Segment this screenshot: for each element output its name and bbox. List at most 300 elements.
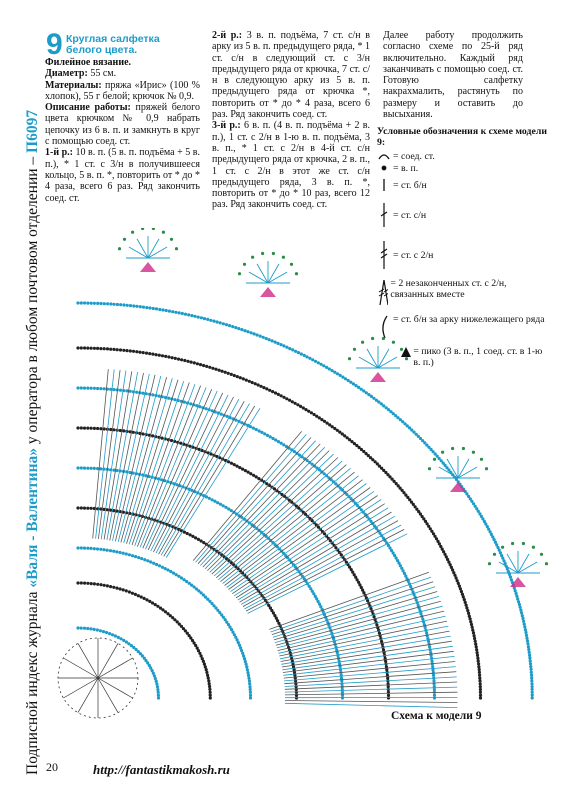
chain-dot (86, 347, 89, 350)
chain-dot (80, 581, 83, 584)
chain-dot (158, 308, 161, 311)
chain-dot (76, 626, 79, 629)
motif-dot (545, 562, 548, 565)
chain-dot (156, 685, 159, 688)
chain-dot (259, 385, 262, 388)
chain-dot (148, 600, 151, 603)
chain-dot (476, 651, 479, 654)
chain-dot (202, 364, 205, 367)
chain-dot (386, 677, 389, 680)
chain-dot (276, 342, 279, 345)
chain-dot (323, 420, 326, 423)
legend-item (377, 202, 547, 228)
legend-text: = ст. с/н (393, 209, 427, 221)
chain-dot (200, 316, 203, 319)
chain-dot (181, 312, 184, 315)
stitch-line (271, 577, 432, 632)
chain-dot (430, 660, 433, 663)
chain-dot (122, 639, 125, 642)
chain-dot (298, 454, 301, 457)
chain-dot (161, 308, 164, 311)
motif-dot (251, 256, 254, 259)
banner-code: П6097 (24, 109, 41, 153)
row3-label: 3-й р.: (212, 120, 241, 132)
center-stitch (63, 678, 98, 698)
chain-dot (158, 354, 161, 357)
chain-dot (157, 691, 160, 694)
chain-dot (230, 373, 233, 376)
chain-dot (99, 548, 102, 551)
legend-item (377, 162, 547, 174)
chain-dot (96, 387, 99, 390)
chain-dot (308, 357, 311, 360)
chain-dot (189, 402, 192, 405)
chain-dot (463, 598, 466, 601)
chain-dot (478, 671, 481, 674)
chain-dot (219, 503, 222, 506)
chain-dot (197, 538, 200, 541)
chain-dot (112, 348, 115, 351)
chain-dot (76, 386, 79, 389)
arc-icon (377, 151, 391, 161)
chain-dot (216, 320, 219, 323)
chain-dot (161, 354, 164, 357)
chain-dot (173, 398, 176, 401)
stitch-line (285, 703, 457, 707)
chain-dot (189, 533, 192, 536)
chain-dot (109, 549, 112, 552)
chain-dot (528, 654, 531, 657)
stitch-line (227, 484, 367, 588)
chain-dot (86, 302, 89, 305)
chain-dot (478, 674, 481, 677)
motif-dot (405, 357, 408, 360)
chain-dot (102, 630, 105, 633)
chain-dot (280, 442, 283, 445)
bar-icon (377, 178, 391, 192)
chain-dot (520, 611, 523, 614)
stitch-line (140, 387, 206, 547)
chain-dot (325, 366, 328, 369)
chain-dot (527, 645, 530, 648)
motif-dot (175, 247, 178, 250)
chain-dot (433, 696, 436, 699)
model-number: 9 (46, 28, 63, 61)
chain-dot (190, 361, 193, 364)
chain-dot (142, 351, 145, 354)
motif-dot (392, 341, 395, 344)
stitch-line (98, 370, 120, 539)
stitch-line (93, 369, 109, 538)
chain-dot (265, 337, 268, 340)
website-url: http://fantastikmakosh.ru (93, 762, 230, 777)
chain-dot (474, 640, 477, 643)
chain-dot (212, 320, 215, 323)
chain-dot (187, 313, 190, 316)
chain-dot (132, 304, 135, 307)
chain-dot (476, 654, 479, 657)
chain-dot (154, 603, 157, 606)
chain-dot (83, 467, 86, 470)
stitch-line (248, 534, 408, 614)
chain-dot (119, 348, 122, 351)
chain-dot (155, 353, 158, 356)
chain-dot (433, 688, 436, 691)
chain-dot (291, 348, 294, 351)
chain-dot (303, 354, 306, 357)
chain-dot (208, 685, 211, 688)
chain-dot (238, 466, 241, 469)
chain-dot (206, 318, 209, 321)
motif-dot (501, 546, 504, 549)
chain-dot (296, 403, 299, 406)
chain-dot (282, 396, 285, 399)
chain-dot (432, 679, 435, 682)
chain-dot (331, 369, 334, 372)
chain-dot (90, 427, 93, 430)
chain-dot (80, 386, 83, 389)
chain-dot (160, 437, 163, 440)
chain-dot (479, 696, 482, 699)
chain-dot (387, 694, 390, 697)
chain-dot (474, 643, 477, 646)
chain-dot (129, 349, 132, 352)
chain-dot (259, 335, 262, 338)
chain-dot (524, 631, 527, 634)
chain-dot (178, 311, 181, 314)
chain-dot (156, 605, 159, 608)
chain-dot (219, 321, 222, 324)
chain-dot (222, 322, 225, 325)
stitch-line (281, 631, 450, 661)
chain-dot (262, 386, 265, 389)
chain-dot (145, 306, 148, 309)
chain-dot (86, 427, 89, 430)
chain-dot (248, 685, 251, 688)
chain-dot (469, 617, 472, 620)
chain-dot (126, 304, 129, 307)
chain-dot (175, 483, 178, 486)
banner-middle: у оператора в любом почтовом отделении – (24, 152, 41, 448)
chain-dot (185, 580, 188, 583)
chain-dot (115, 550, 118, 553)
chain-dot (80, 506, 83, 509)
chain-dot (521, 614, 524, 617)
instructions-column-3 (383, 30, 523, 120)
chain-dot (516, 597, 519, 600)
chain-dot (211, 498, 214, 501)
chain-dot (158, 564, 161, 567)
chain-dot (530, 676, 533, 679)
chain-dot (260, 431, 263, 434)
chain-dot (257, 383, 260, 386)
materials-label: Материалы: (45, 79, 102, 91)
row3-text: 6 в. п. (4 в. п. подъёма + 2 в. п.), 1 ст. с 2/н в 1-ю в. п. подъёма, 3 в. п., * 1 ст. с 2/н в 4-й ст. с/н предыдущего ряда от крючка, 2 в. п., 1 ст. с 2/н в этот же ст. с/н предыдущего ряда, 3 в. п. *, повторить от * до * 10 раз, всего 12 раз. Ряд закончить соед. ст. (212, 120, 371, 211)
chain-dot (302, 406, 305, 409)
chain-dot (76, 426, 79, 429)
chain-dot (118, 551, 121, 554)
chain-dot (116, 303, 119, 306)
motif-dot (238, 272, 241, 275)
chain-dot (151, 601, 154, 604)
chain-dot (117, 636, 120, 639)
chain-dot (268, 338, 271, 341)
chain-dot (274, 438, 277, 441)
chain-dot (375, 623, 378, 626)
stitch-line (284, 662, 456, 679)
chain-dot (523, 623, 526, 626)
chain-dot (525, 637, 528, 640)
chain-dot (119, 587, 122, 590)
chain-dot (268, 389, 271, 392)
chain-dot (99, 387, 102, 390)
chain-dot (99, 347, 102, 350)
chain-dot (254, 382, 257, 385)
chain-dot (83, 627, 86, 630)
legend-heading: Условные обозначения к схеме модели 9: (377, 126, 547, 148)
chain-dot (83, 427, 86, 430)
chain-dot (521, 617, 524, 620)
instructions-column-2 (212, 30, 370, 211)
chain-dot (128, 590, 131, 593)
chain-dot (475, 645, 478, 648)
chain-dot (105, 631, 108, 634)
chain-dot (108, 632, 111, 635)
chain-dot (241, 468, 244, 471)
chain-dot (277, 440, 280, 443)
chain-dot (211, 367, 214, 370)
chain-dot (531, 685, 534, 688)
chain-dot (245, 663, 248, 666)
chain-dot (477, 665, 480, 668)
chain-dot (135, 391, 138, 394)
center-stitch (98, 678, 133, 698)
chain-dot (155, 307, 158, 310)
motif-dot (131, 231, 134, 234)
one-slash-stitch-icon (377, 202, 391, 228)
chain-dot (86, 507, 89, 510)
chain-dot (143, 558, 146, 561)
chain-dot (304, 408, 307, 411)
chain-dot (125, 349, 128, 352)
motif-dot (141, 228, 144, 230)
chain-dot (156, 688, 159, 691)
chain-dot (467, 612, 470, 615)
chain-dot (164, 355, 167, 358)
chain-dot (96, 302, 99, 305)
diameter-label: Диаметр: (45, 68, 88, 80)
motif-dot (540, 553, 543, 556)
chain-dot (242, 377, 245, 380)
chain-dot (249, 691, 252, 694)
chain-dot (344, 377, 347, 380)
chain-dot (99, 302, 102, 305)
chain-dot (122, 588, 125, 591)
stitch-line (129, 381, 184, 544)
model-title: Круглая салфетка белого цвета. (66, 33, 160, 56)
chain-dot (149, 560, 152, 563)
motif-dot (118, 247, 121, 250)
chain-dot (470, 623, 473, 626)
chain-dot (387, 685, 390, 688)
chain-dot (224, 371, 227, 374)
chain-dot (527, 648, 530, 651)
chain-dot (179, 442, 182, 445)
legend-text: = соед. ст. (393, 150, 435, 162)
chain-dot (167, 397, 170, 400)
chain-dot (419, 612, 422, 615)
chain-dot (191, 535, 194, 538)
chain-dot (478, 679, 481, 682)
chain-dot (285, 346, 288, 349)
chain-dot (83, 582, 86, 585)
chain-dot (387, 696, 390, 699)
chain-dot (263, 432, 266, 435)
chain-dot (106, 347, 109, 350)
chain-dot (186, 360, 189, 363)
chain-dot (524, 628, 527, 631)
chain-dot (479, 685, 482, 688)
chain-dot (96, 628, 99, 631)
chain-dot (80, 301, 83, 304)
dot-icon (377, 163, 391, 173)
chain-dot (234, 326, 237, 329)
chain-dot (80, 346, 83, 349)
chain-dot (247, 471, 250, 474)
chain-dot (103, 584, 106, 587)
chain-dot (93, 427, 96, 430)
chain-dot (180, 358, 183, 361)
chain-dot (90, 302, 93, 305)
chain-dot (116, 348, 119, 351)
chain-dot (132, 350, 135, 353)
chain-dot (93, 547, 96, 550)
chain-dot (515, 592, 518, 595)
chain-dot (514, 589, 517, 592)
legend-item (377, 178, 547, 192)
chain-dot (530, 671, 533, 674)
chain-dot (227, 372, 230, 375)
chain-dot (221, 370, 224, 373)
chain-dot (106, 508, 109, 511)
chain-dot (131, 554, 134, 557)
chain-dot (83, 301, 86, 304)
chain-dot (174, 357, 177, 360)
chain-dot (295, 691, 298, 694)
chain-dot (326, 422, 329, 425)
chain-dot (193, 361, 196, 364)
motif-dot (272, 252, 275, 255)
chain-dot (209, 696, 212, 699)
chain-dot (530, 668, 533, 671)
chain-dot (249, 472, 252, 475)
chain-dot (531, 694, 534, 697)
chain-dot (109, 348, 112, 351)
chain-dot (80, 627, 83, 630)
chain-dot (365, 391, 368, 394)
center-stitch (63, 658, 98, 678)
chain-dot (466, 609, 469, 612)
motif-dot (295, 272, 298, 275)
chain-dot (89, 627, 92, 630)
chain-dot (207, 679, 210, 682)
chain-dot (109, 428, 112, 431)
picot-mark (450, 482, 466, 492)
page-number: 20 (46, 760, 58, 774)
chain-dot (300, 352, 303, 355)
legend-text: = ст. б/н (393, 179, 427, 191)
chain-dot (331, 425, 334, 428)
chain-dot (235, 465, 238, 468)
chain-dot (526, 642, 529, 645)
chain-dot (112, 550, 115, 553)
chain-dot (103, 347, 106, 350)
stitch-line (285, 692, 457, 695)
motif-dot (170, 238, 173, 241)
chain-dot (199, 363, 202, 366)
chain-dot (209, 319, 212, 322)
chain-dot (280, 394, 283, 397)
chain-dot (479, 691, 482, 694)
chain-dot (305, 355, 308, 358)
materials-value: пряжа «Ирис» (100 % хлопок), 55 г белой; крючок № 0,9. (45, 79, 200, 102)
chain-dot (291, 400, 294, 403)
chain-dot (341, 691, 344, 694)
chain-dot (432, 674, 435, 677)
chain-dot (203, 663, 206, 666)
chain-dot (266, 434, 269, 437)
motif-dot (433, 458, 436, 461)
chain-dot (103, 387, 106, 390)
chain-dot (96, 583, 99, 586)
picot-mark (260, 287, 276, 297)
chain-dot (282, 443, 285, 446)
chain-dot (119, 637, 122, 640)
chain-dot (183, 359, 186, 362)
chain-dot (256, 333, 259, 336)
chain-dot (157, 696, 160, 699)
chain-dot (112, 586, 115, 589)
chain-dot (478, 677, 481, 680)
chain-dot (148, 352, 151, 355)
motif-dot (522, 542, 525, 545)
chain-dot (233, 463, 236, 466)
chain-dot (76, 506, 79, 509)
chain-dot (194, 536, 197, 539)
chain-dot (80, 426, 83, 429)
chain-dot (230, 462, 233, 465)
chain-dot (138, 351, 141, 354)
chain-dot (246, 671, 249, 674)
description-label: Описание работы: (45, 102, 131, 114)
motif-dot (361, 341, 364, 344)
chain-dot (165, 309, 168, 312)
center-stitch (78, 643, 98, 678)
chain-dot (146, 559, 149, 562)
chain-dot (265, 387, 268, 390)
chain-dot (251, 381, 254, 384)
chain-dot (135, 305, 138, 308)
chain-dot (523, 625, 526, 628)
chain-dot (157, 694, 160, 697)
chain-dot (106, 302, 109, 305)
chain-dot (174, 311, 177, 314)
chain-dot (89, 547, 92, 550)
chain-dot (255, 428, 258, 431)
chain-dot (80, 466, 83, 469)
chain-dot (216, 501, 219, 504)
chain-dot (96, 347, 99, 350)
